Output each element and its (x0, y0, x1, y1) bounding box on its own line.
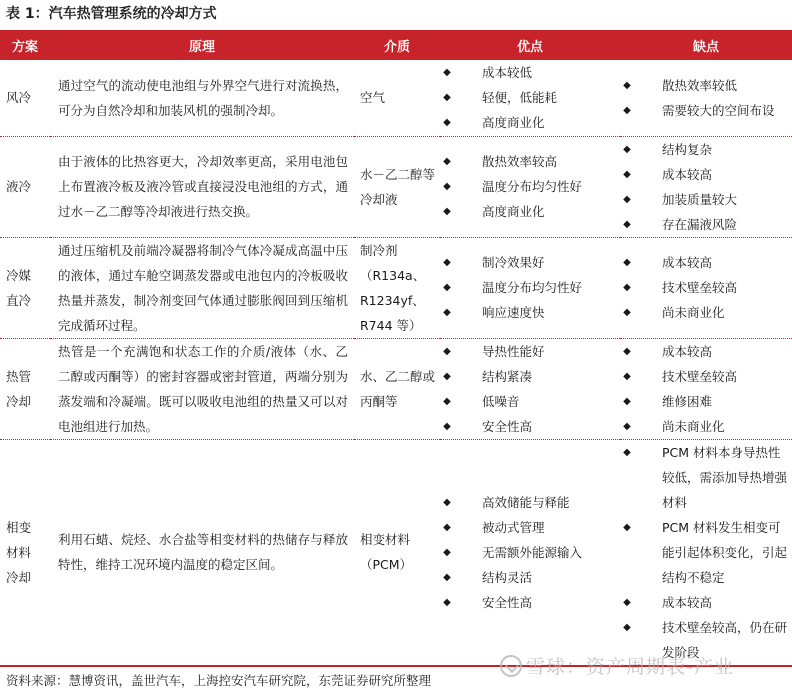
header-cons: 缺点 (620, 30, 792, 60)
diamond-bullet-icon: ◆ (623, 307, 631, 318)
con-text: PCM 材料本身导热性较低，需添加导热增强材料 (662, 444, 788, 510)
con-text: 成本较高 (662, 255, 713, 270)
pros-list (440, 149, 620, 224)
header-principle: 原理 (50, 30, 354, 60)
cons-list (620, 339, 792, 439)
pro-item (440, 389, 620, 414)
pro-item (440, 565, 620, 590)
con-text: 成本较高 (662, 594, 713, 610)
diamond-bullet-icon: ◆ (623, 521, 631, 533)
pro-text: 高效储能与释能 (482, 494, 570, 510)
cell-medium: 制冷剂（R134a、R1234yf、R744 等） (354, 237, 440, 338)
cell-plan (0, 60, 50, 136)
header-medium: 介质 (354, 30, 440, 60)
cell-plan (0, 136, 50, 237)
diamond-bullet-icon: ◆ (443, 307, 451, 318)
con-item (620, 389, 792, 414)
diamond-bullet-icon: ◆ (623, 168, 631, 180)
plan-name-line: 液冷 (6, 179, 32, 194)
pro-text: 散热效率较高 (482, 154, 558, 169)
con-item (620, 440, 792, 515)
pro-text: 制冷效果好 (482, 255, 545, 270)
pros-list (440, 60, 620, 135)
diamond-bullet-icon: ◆ (623, 257, 631, 268)
pro-item (440, 250, 620, 275)
con-text: 尚未商业化 (662, 305, 725, 320)
pro-text: 高度商业化 (482, 115, 545, 131)
cell-principle: 通过压缩机及前端冷凝器将制冷气体冷凝成高温中压的液体，通过车舱空调蒸发器或电池包内的冷板吸收热量并蒸发，制冷剂变回气体通过膨胀阀回到压缩机完成循环过程。 (50, 237, 354, 338)
diamond-bullet-icon: ◆ (443, 420, 451, 432)
plan-name-line: 风冷 (6, 90, 32, 106)
con-item (620, 212, 792, 237)
cell-cons (620, 338, 792, 439)
pro-text: 安全性高 (482, 594, 533, 610)
diamond-bullet-icon: ◆ (443, 67, 451, 79)
watermark-text: 雪球：资产周期表-产业 (526, 656, 734, 678)
cell-principle: 通过空气的流动使电池组与外界空气进行对流换热，可分为自然冷却和加装风机的强制冷却。 (50, 60, 354, 136)
pro-text: 温度分布均匀性好 (482, 179, 583, 194)
pro-text: 低噪音 (482, 393, 520, 409)
diamond-bullet-icon: ◆ (443, 571, 451, 583)
cell-cons (620, 60, 792, 136)
pro-text: 安全性高 (482, 418, 533, 434)
cons-list (620, 73, 792, 123)
plan-name-line: 材料 (6, 544, 32, 560)
con-text: PCM 材料发生相变可能引起体积变化，引起结构不稳定 (662, 519, 788, 585)
diamond-bullet-icon: ◆ (443, 257, 451, 268)
con-item (620, 98, 792, 123)
con-item (620, 300, 792, 325)
con-text: 维修困难 (662, 393, 713, 409)
snowball-logo-icon (500, 655, 522, 677)
pro-item (440, 275, 620, 300)
cell-plan (0, 237, 50, 338)
pro-item (440, 590, 620, 615)
con-item (620, 275, 792, 300)
header-pros: 优点 (440, 30, 620, 60)
pro-text: 温度分布均匀性好 (482, 280, 583, 295)
pro-item (440, 414, 620, 439)
con-text: 技术壁垒较高 (662, 368, 738, 384)
cell-cons (620, 439, 792, 666)
con-item (620, 515, 792, 590)
diamond-bullet-icon: ◆ (443, 206, 451, 217)
diamond-bullet-icon: ◆ (623, 79, 631, 91)
pros-list (440, 250, 620, 325)
table-row (0, 439, 792, 666)
pro-text: 高度商业化 (482, 204, 545, 219)
source-footnote: 资料来源：慧博资讯，盖世汽车，上海控安汽车研究院，东莞证券研究所整理 (6, 673, 432, 688)
pro-item (440, 515, 620, 540)
diamond-bullet-icon: ◆ (443, 521, 451, 533)
pros-list (440, 339, 620, 439)
diamond-bullet-icon: ◆ (443, 395, 451, 407)
con-text: 技术壁垒较高，仍在研发阶段 (662, 619, 788, 660)
plan-name-line: 直冷 (6, 292, 32, 308)
table-row (0, 60, 792, 136)
pro-item (440, 300, 620, 325)
con-item (620, 162, 792, 187)
diamond-bullet-icon: ◆ (443, 345, 451, 357)
con-item (620, 364, 792, 389)
pro-text: 导热性能好 (482, 343, 545, 359)
diamond-bullet-icon: ◆ (443, 596, 451, 608)
con-text: 存在漏液风险 (662, 216, 738, 232)
pro-item (440, 149, 620, 174)
pro-text: 结构紧凑 (482, 368, 533, 384)
pro-item (440, 339, 620, 364)
table-header-row (0, 30, 792, 60)
diamond-bullet-icon: ◆ (443, 282, 451, 293)
diamond-bullet-icon: ◆ (623, 104, 631, 116)
pro-item (440, 490, 620, 515)
con-text: 技术壁垒较高 (662, 280, 738, 295)
pro-text: 无需额外能源输入 (482, 544, 583, 560)
pro-item (440, 174, 620, 199)
con-text: 需要较大的空间布设 (662, 102, 775, 118)
con-item (620, 250, 792, 275)
cons-list (620, 250, 792, 325)
cell-medium: 空气 (354, 60, 440, 136)
cell-pros (440, 237, 620, 338)
con-item (620, 73, 792, 98)
watermark (500, 654, 734, 680)
plan-name-line: 相变 (6, 519, 32, 535)
diamond-bullet-icon: ◆ (623, 218, 631, 230)
table-caption: 表 1：汽车热管理系统的冷却方式 (6, 6, 217, 22)
cell-pros (440, 338, 620, 439)
con-text: 成本较高 (662, 343, 713, 359)
plan-name-line: 冷媒 (6, 267, 32, 283)
con-item (620, 137, 792, 162)
cons-list (620, 440, 792, 665)
cell-medium: 相变材料（PCM） (354, 439, 440, 666)
pro-item (440, 60, 620, 85)
con-text: 散热效率较低 (662, 77, 738, 93)
cell-pros (440, 439, 620, 666)
diamond-bullet-icon: ◆ (623, 193, 631, 205)
cell-cons (620, 237, 792, 338)
cell-cons (620, 136, 792, 237)
con-item (620, 414, 792, 439)
cell-pros (440, 60, 620, 136)
table-row (0, 338, 792, 439)
pro-text: 响应速度快 (482, 305, 545, 320)
table-row (0, 136, 792, 237)
cons-list (620, 137, 792, 237)
diamond-bullet-icon: ◆ (623, 420, 631, 432)
diamond-bullet-icon: ◆ (443, 546, 451, 558)
diamond-bullet-icon: ◆ (623, 143, 631, 155)
plan-name-line: 热管 (6, 368, 32, 384)
diamond-bullet-icon: ◆ (443, 181, 451, 192)
cell-pros (440, 136, 620, 237)
diamond-bullet-icon: ◆ (623, 282, 631, 293)
table-body (0, 60, 792, 666)
diamond-bullet-icon: ◆ (623, 446, 631, 458)
plan-name-line: 冷却 (6, 393, 32, 409)
con-text: 结构复杂 (662, 141, 713, 157)
con-text: 成本较高 (662, 166, 713, 182)
diamond-bullet-icon: ◆ (623, 395, 631, 407)
diamond-bullet-icon: ◆ (443, 496, 451, 508)
pro-text: 成本较低 (482, 65, 533, 81)
con-text: 加装质量较大 (662, 191, 738, 207)
diamond-bullet-icon: ◆ (443, 156, 451, 167)
cell-principle: 由于液体的比热容更大，冷却效率更高，采用电池包上布置液冷板及液冷管或直接浸没电池组的方式，通过水－乙二醇等冷却液进行热交换。 (50, 136, 354, 237)
con-text: 尚未商业化 (662, 418, 725, 434)
diamond-bullet-icon: ◆ (443, 117, 451, 129)
plan-name-line: 冷却 (6, 569, 32, 585)
pro-item (440, 540, 620, 565)
pro-text: 轻便，低能耗 (482, 90, 558, 106)
table-row (0, 237, 792, 338)
con-item (620, 339, 792, 364)
cell-principle: 利用石蜡、烷烃、水合盐等相变材料的热储存与释放特性，维持工况环境内温度的稳定区间。 (50, 439, 354, 666)
header-plan: 方案 (0, 30, 50, 60)
diamond-bullet-icon: ◆ (443, 92, 451, 104)
con-item (620, 590, 792, 615)
pro-item (440, 85, 620, 110)
diamond-bullet-icon: ◆ (623, 345, 631, 357)
diamond-bullet-icon: ◆ (623, 621, 631, 633)
cooling-methods-table (0, 30, 792, 667)
diamond-bullet-icon: ◆ (623, 370, 631, 382)
cell-plan (0, 338, 50, 439)
cell-medium: 水、乙二醇或丙酮等 (354, 338, 440, 439)
pro-item (440, 199, 620, 224)
cell-medium: 水－乙二醇等冷却液 (354, 136, 440, 237)
diamond-bullet-icon: ◆ (623, 596, 631, 608)
pro-item (440, 364, 620, 389)
pro-text: 被动式管理 (482, 519, 545, 535)
diamond-bullet-icon: ◆ (443, 370, 451, 382)
con-item (620, 187, 792, 212)
pro-text: 结构灵活 (482, 569, 533, 585)
pro-item (440, 110, 620, 135)
cell-plan (0, 439, 50, 666)
pros-list (440, 490, 620, 615)
cell-principle: 热管是一个充满饱和状态工作的介质/液体（水、乙二醇或丙酮等）的密封容器或密封管道，两端分别为蒸发端和冷凝端。既可以吸收电池组的热量又可以对电池组进行加热。 (50, 338, 354, 439)
